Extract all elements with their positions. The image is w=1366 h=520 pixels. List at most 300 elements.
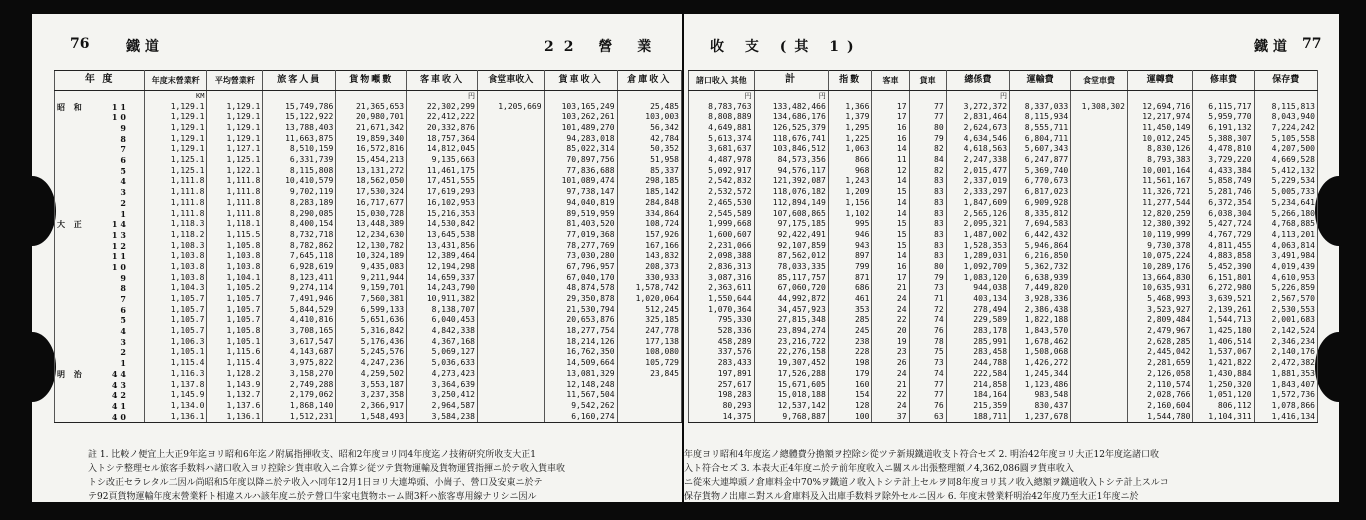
year-label: 43	[111, 379, 129, 390]
cell-warehouse-rev: 247,778	[617, 326, 681, 337]
cell-gen: 278,494	[946, 305, 1009, 316]
cell-r-pass: 37	[872, 412, 909, 423]
cell-operation: 10,635,931	[1127, 283, 1193, 294]
table-row	[689, 102, 1318, 113]
cell-warehouse-rev: 167,166	[617, 241, 681, 252]
cell-end-km: 1,118.2	[145, 230, 207, 241]
expense-table-right	[688, 70, 1318, 423]
cell-freight-rev: 48,874,578	[544, 283, 617, 294]
table-row	[689, 123, 1318, 134]
cell-misc: 8,808,889	[689, 112, 755, 123]
cell-r-freight: 74	[909, 369, 946, 380]
cell-index: 946	[828, 230, 872, 241]
cell-index: 897	[828, 251, 872, 262]
cell-freight-tons: 20,980,701	[336, 112, 407, 123]
cell-dining-rev	[477, 251, 544, 262]
cell-dining	[1071, 347, 1128, 358]
table-row	[55, 273, 682, 284]
cell-maint: 1,843,407	[1254, 379, 1317, 390]
table-row	[689, 262, 1318, 273]
cell-r-pass: 26	[872, 358, 909, 369]
cell-dining	[1071, 208, 1128, 219]
cell-passengers: 8,400,154	[263, 219, 336, 230]
cell-transport: 8,337,033	[1010, 102, 1071, 113]
cell-r-freight: 63	[909, 412, 946, 423]
year-label: 5	[120, 315, 129, 326]
year-cell	[55, 187, 145, 198]
cell-freight-rev: 16,762,350	[544, 347, 617, 358]
cell-transport: 1,508,068	[1010, 347, 1071, 358]
unit-cell	[1010, 91, 1071, 102]
cell-end-km: 1,103.8	[145, 273, 207, 284]
cell-avg-km: 1,104.1	[207, 273, 263, 284]
cell-freight-tons: 5,651,636	[336, 315, 407, 326]
table-row	[689, 198, 1318, 209]
cell-maint: 8,043,940	[1254, 112, 1317, 123]
cell-total: 92,107,859	[754, 241, 828, 252]
cell-freight-tons: 17,530,324	[336, 187, 407, 198]
cell-freight-rev: 21,530,794	[544, 305, 617, 316]
cell-index: 100	[828, 412, 872, 423]
col-index: 指數	[828, 71, 872, 91]
cell-freight-tons: 10,324,189	[336, 251, 407, 262]
cell-freight-rev: 97,738,147	[544, 187, 617, 198]
cell-passengers: 6,928,619	[263, 262, 336, 273]
cell-freight-tons: 3,553,187	[336, 379, 407, 390]
cell-dining	[1071, 315, 1128, 326]
cell-transport: 1,123,486	[1010, 379, 1071, 390]
cell-repair: 4,811,455	[1193, 241, 1254, 252]
col-misc-income: 諸口收入 其他	[689, 71, 755, 91]
left-page	[32, 14, 682, 502]
cell-r-freight: 83	[909, 208, 946, 219]
cell-avg-km: 1,111.8	[207, 198, 263, 209]
cell-r-freight: 79	[909, 273, 946, 284]
cell-passengers: 6,331,739	[263, 155, 336, 166]
cell-r-pass: 20	[872, 326, 909, 337]
year-cell	[55, 315, 145, 326]
cell-freight-rev: 13,081,329	[544, 369, 617, 380]
cell-misc: 1,600,607	[689, 230, 755, 241]
cell-r-pass: 14	[872, 144, 909, 155]
cell-index: 1,225	[828, 134, 872, 145]
cell-index: 285	[828, 315, 872, 326]
cell-gen: 2,247,338	[946, 155, 1009, 166]
cell-avg-km: 1,129.1	[207, 123, 263, 134]
cell-operation: 3,523,927	[1127, 305, 1193, 316]
cell-dining-rev	[477, 176, 544, 187]
cell-maint: 2,346,234	[1254, 337, 1317, 348]
unit-cell	[263, 91, 336, 102]
cell-dining-rev	[477, 230, 544, 241]
cell-r-freight: 83	[909, 219, 946, 230]
cell-index: 1,295	[828, 123, 872, 134]
table-header-row	[689, 71, 1318, 91]
cell-total: 15,671,605	[754, 379, 828, 390]
cell-repair: 5,858,749	[1193, 176, 1254, 187]
cell-total: 17,526,288	[754, 369, 828, 380]
cell-warehouse-rev: 1,020,064	[617, 294, 681, 305]
cell-passengers: 13,788,403	[263, 123, 336, 134]
footnote-line: ニ從來大連埠頭ノ倉庫料金中70%ヲ鐵道ノ收入トシテ計上セルヲ同8年度ヨリ其ノ收入總額ヲ鐵道收入トシテ計上スルコ	[684, 478, 1169, 488]
footnote-line: 年度ヨリ昭和4年度迄ノ總體費分擔額ヲ控除シ從ツテ新規鐵道收支ト符合セズ 2. 明治42年度ヨリ大正12年度迄諸口收	[684, 450, 1159, 460]
cell-dining	[1071, 369, 1128, 380]
cell-total: 78,033,335	[754, 262, 828, 273]
cell-passengers: 8,283,189	[263, 198, 336, 209]
cell-avg-km: 1,132.7	[207, 390, 263, 401]
cell-gen: 2,333,297	[946, 187, 1009, 198]
year-cell	[55, 326, 145, 337]
cell-maint: 4,669,528	[1254, 155, 1317, 166]
cell-r-pass: 24	[872, 369, 909, 380]
cell-gen: 2,015,477	[946, 166, 1009, 177]
cell-end-km: 1,137.8	[145, 379, 207, 390]
cell-repair: 3,639,521	[1193, 294, 1254, 305]
cell-index: 245	[828, 326, 872, 337]
cell-transport: 3,928,336	[1010, 294, 1071, 305]
unit-cell: 円	[407, 91, 478, 102]
cell-passenger-rev: 22,412,222	[407, 112, 478, 123]
cell-gen: 244,788	[946, 358, 1009, 369]
year-label: 41	[111, 400, 129, 411]
cell-misc: 2,363,611	[689, 283, 755, 294]
cell-misc: 2,542,832	[689, 176, 755, 187]
era-label: 昭 和	[57, 101, 85, 112]
cell-r-freight: 77	[909, 379, 946, 390]
cell-repair: 1,250,320	[1193, 379, 1254, 390]
cell-transport: 1,678,462	[1010, 337, 1071, 348]
cell-maint: 2,530,553	[1254, 305, 1317, 316]
cell-passenger-rev: 12,389,464	[407, 251, 478, 262]
cell-passengers: 11,663,875	[263, 134, 336, 145]
cell-r-pass: 22	[872, 315, 909, 326]
cell-dining-rev	[477, 283, 544, 294]
year-cell	[55, 102, 145, 113]
table-row	[689, 379, 1318, 390]
col-passengers: 旅客人員	[263, 71, 336, 91]
cell-transport: 6,817,023	[1010, 187, 1071, 198]
footnote-line: 入トシテ整理セル旅客手数料ハ諸口收入ヨリ控除シ貨車收入ニ合算シ従ツテ貨物運輸及貨物運賃指揮ニ於テ收入貨車收	[88, 464, 566, 474]
cell-avg-km: 1,143.9	[207, 379, 263, 390]
cell-end-km: 1,103.8	[145, 262, 207, 273]
year-cell	[55, 112, 145, 123]
cell-passenger-rev: 4,842,338	[407, 326, 478, 337]
cell-passengers: 7,645,118	[263, 251, 336, 262]
cell-freight-rev: 70,897,756	[544, 155, 617, 166]
page-number: 77	[1302, 36, 1322, 52]
cell-repair: 5,388,307	[1193, 134, 1254, 145]
table-row	[55, 102, 682, 113]
table-row	[689, 347, 1318, 358]
cell-index: 198	[828, 358, 872, 369]
cell-passenger-rev: 22,302,299	[407, 102, 478, 113]
cell-r-pass: 21	[872, 283, 909, 294]
cell-maint: 8,115,813	[1254, 102, 1317, 113]
cell-r-freight: 72	[909, 305, 946, 316]
cell-end-km: 1,111.8	[145, 187, 207, 198]
cell-r-pass: 14	[872, 198, 909, 209]
cell-misc: 458,289	[689, 337, 755, 348]
cell-passengers: 3,708,165	[263, 326, 336, 337]
year-cell	[55, 144, 145, 155]
year-cell	[55, 412, 145, 423]
cell-total: 133,482,466	[754, 102, 828, 113]
cell-transport: 1,426,272	[1010, 358, 1071, 369]
table-row	[689, 315, 1318, 326]
cell-passengers: 15,122,922	[263, 112, 336, 123]
cell-r-pass: 15	[872, 219, 909, 230]
cell-freight-tons: 21,671,342	[336, 123, 407, 134]
cell-operation: 10,075,224	[1127, 251, 1193, 262]
cell-passengers: 4,410,816	[263, 315, 336, 326]
cell-operation: 2,110,574	[1127, 379, 1193, 390]
cell-dining-rev	[477, 134, 544, 145]
table-row	[55, 347, 682, 358]
cell-dining	[1071, 155, 1128, 166]
cell-freight-tons: 4,259,502	[336, 369, 407, 380]
cell-freight-rev: 89,519,959	[544, 208, 617, 219]
cell-dining	[1071, 390, 1128, 401]
table-row	[689, 283, 1318, 294]
cell-avg-km: 1,115.4	[207, 358, 263, 369]
cell-transport: 5,362,732	[1010, 262, 1071, 273]
cell-index: 871	[828, 273, 872, 284]
cell-transport: 6,804,711	[1010, 134, 1071, 145]
cell-operation: 2,028,766	[1127, 390, 1193, 401]
cell-passenger-rev: 3,250,412	[407, 390, 478, 401]
cell-r-pass: 14	[872, 208, 909, 219]
cell-total: 34,457,923	[754, 305, 828, 316]
cell-end-km: 1,105.7	[145, 305, 207, 316]
cell-end-km: 1,134.0	[145, 401, 207, 412]
year-label: 10	[111, 112, 129, 123]
year-label: 1	[120, 208, 129, 219]
cell-passenger-rev: 17,619,293	[407, 187, 478, 198]
cell-total: 112,894,149	[754, 198, 828, 209]
table-row	[689, 187, 1318, 198]
cell-r-pass: 17	[872, 112, 909, 123]
cell-avg-km: 1,105.1	[207, 337, 263, 348]
cell-repair: 5,427,724	[1193, 219, 1254, 230]
cell-avg-km: 1,129.1	[207, 112, 263, 123]
cell-maint: 5,412,132	[1254, 166, 1317, 177]
cell-r-pass: 24	[872, 294, 909, 305]
cell-freight-rev: 77,836,688	[544, 166, 617, 177]
cell-maint: 1,572,736	[1254, 390, 1317, 401]
cell-transport: 7,694,583	[1010, 219, 1071, 230]
cell-passenger-rev: 11,461,175	[407, 166, 478, 177]
cell-dining	[1071, 219, 1128, 230]
cell-maint: 2,140,176	[1254, 347, 1317, 358]
unit-cell	[544, 91, 617, 102]
cell-passengers: 9,702,119	[263, 187, 336, 198]
footnote-line: トシ改正セラレタル二因ル尚昭和5年度以降ニ於テ收入ハ同年12月1日ヨリ大連埠頭、小崗子、營口及安東ニ於テ	[88, 478, 543, 488]
cell-freight-rev: 101,489,270	[544, 123, 617, 134]
cell-freight-rev: 73,030,280	[544, 251, 617, 262]
unit-cell: 円	[689, 91, 755, 102]
cell-maint: 4,063,814	[1254, 241, 1317, 252]
cell-index: 238	[828, 337, 872, 348]
cell-freight-tons: 7,560,381	[336, 294, 407, 305]
year-label: 1	[120, 358, 129, 369]
table-row	[55, 390, 682, 401]
year-label: 14	[111, 219, 129, 230]
cell-passenger-rev: 14,530,842	[407, 219, 478, 230]
cell-passenger-rev: 4,367,168	[407, 337, 478, 348]
cell-dining	[1071, 198, 1128, 209]
cell-operation: 10,012,245	[1127, 134, 1193, 145]
cell-index: 154	[828, 390, 872, 401]
cell-dining-rev	[477, 166, 544, 177]
cell-end-km: 1,129.1	[145, 134, 207, 145]
col-transport-expense: 運輸費	[1010, 71, 1071, 91]
table-row	[689, 294, 1318, 305]
cell-passengers: 1,512,231	[263, 412, 336, 423]
cell-avg-km: 1,105.7	[207, 305, 263, 316]
cell-dining-rev	[477, 155, 544, 166]
cell-gen: 2,565,126	[946, 208, 1009, 219]
cell-avg-km: 1,103.8	[207, 251, 263, 262]
cell-passengers: 8,782,862	[263, 241, 336, 252]
cell-repair: 6,038,304	[1193, 208, 1254, 219]
cell-dining-rev	[477, 326, 544, 337]
cell-maint: 4,019,439	[1254, 262, 1317, 273]
cell-r-pass: 16	[872, 134, 909, 145]
cell-passenger-rev: 17,451,555	[407, 176, 478, 187]
cell-total: 15,018,188	[754, 390, 828, 401]
cell-operation: 12,380,392	[1127, 219, 1193, 230]
table-row	[55, 198, 682, 209]
cell-maint: 5,229,534	[1254, 176, 1317, 187]
cell-operation: 2,628,285	[1127, 337, 1193, 348]
cell-maint: 2,001,683	[1254, 315, 1317, 326]
table-row	[55, 412, 682, 423]
cell-warehouse-rev	[617, 401, 681, 412]
cell-passengers: 2,749,288	[263, 379, 336, 390]
year-label: 7	[120, 144, 129, 155]
cell-gen: 215,359	[946, 401, 1009, 412]
cell-index: 1,379	[828, 112, 872, 123]
cell-total: 121,392,087	[754, 176, 828, 187]
col-general-expense: 總係費	[946, 71, 1009, 91]
cell-r-pass: 23	[872, 347, 909, 358]
running-header: 鐵 道	[1254, 39, 1287, 55]
cell-freight-tons: 12,234,630	[336, 230, 407, 241]
cell-total: 126,525,379	[754, 123, 828, 134]
table-row	[689, 273, 1318, 284]
cell-maint: 1,881,353	[1254, 369, 1317, 380]
cell-avg-km: 1,128.2	[207, 369, 263, 380]
cell-dining	[1071, 262, 1128, 273]
cell-warehouse-rev: 85,337	[617, 166, 681, 177]
cell-r-pass: 11	[872, 155, 909, 166]
cell-r-freight: 82	[909, 144, 946, 155]
cell-misc: 2,465,530	[689, 198, 755, 209]
year-label: 8	[120, 133, 129, 144]
table-row	[55, 358, 682, 369]
cell-dining-rev	[477, 123, 544, 134]
cell-maint: 4,610,953	[1254, 273, 1317, 284]
year-cell	[55, 134, 145, 145]
unit-cell	[828, 91, 872, 102]
year-label: 3	[120, 187, 129, 198]
cell-passenger-rev: 2,964,587	[407, 401, 478, 412]
year-label: 40	[111, 411, 129, 422]
cell-gen: 1,847,609	[946, 198, 1009, 209]
cell-total: 94,576,117	[754, 166, 828, 177]
cell-dining	[1071, 337, 1128, 348]
footnote-line: テ92頁貨物運輸年度末營業粁ト相違スルハ該年度ニ於テ營口牛家屯貨物ホーム間3粁ハ旅客専用線ナリシニ因ル	[88, 492, 537, 502]
cell-freight-rev: 18,214,126	[544, 337, 617, 348]
unit-cell	[207, 91, 263, 102]
year-cell	[55, 347, 145, 358]
cell-end-km: 1,129.1	[145, 144, 207, 155]
cell-dining-rev	[477, 347, 544, 358]
cell-maint: 2,567,570	[1254, 294, 1317, 305]
cell-warehouse-rev: 284,848	[617, 198, 681, 209]
page-number: 76	[70, 36, 90, 52]
col-freight-rev: 貨車收入	[544, 71, 617, 91]
cell-freight-tons: 3,237,358	[336, 390, 407, 401]
cell-misc: 80,293	[689, 401, 755, 412]
cell-warehouse-rev: 25,485	[617, 102, 681, 113]
cell-r-freight: 74	[909, 315, 946, 326]
table-row	[55, 262, 682, 273]
cell-end-km: 1,106.3	[145, 337, 207, 348]
cell-r-freight: 84	[909, 155, 946, 166]
cell-warehouse-rev: 1,578,742	[617, 283, 681, 294]
year-label: 7	[120, 294, 129, 305]
cell-total: 103,846,512	[754, 144, 828, 155]
cell-operation: 10,119,999	[1127, 230, 1193, 241]
cell-repair: 6,115,717	[1193, 102, 1254, 113]
year-cell	[55, 305, 145, 316]
cell-gen: 2,624,673	[946, 123, 1009, 134]
cell-passenger-rev: 14,812,045	[407, 144, 478, 155]
unit-cell	[617, 91, 681, 102]
cell-index: 943	[828, 241, 872, 252]
footnote-line: 註 1. 比較ノ便宜上大正9年迄ヨリ昭和6年迄ノ附属指揮收支、昭和2年度ヨリ同4年度迄ノ技術研究所收支大正1	[88, 450, 536, 460]
cell-dining-rev	[477, 358, 544, 369]
cell-end-km: 1,125.1	[145, 155, 207, 166]
cell-passenger-rev: 3,364,639	[407, 379, 478, 390]
cell-avg-km: 1,127.1	[207, 144, 263, 155]
unit-cell	[477, 91, 544, 102]
cell-index: 1,243	[828, 176, 872, 187]
cell-misc: 198,283	[689, 390, 755, 401]
cell-transport: 983,548	[1010, 390, 1071, 401]
table-row	[689, 134, 1318, 145]
cell-dining-rev: 1,205,669	[477, 102, 544, 113]
binding-hole	[1315, 176, 1339, 246]
cell-index: 160	[828, 379, 872, 390]
table-row	[55, 294, 682, 305]
cell-passenger-rev: 10,911,382	[407, 294, 478, 305]
unit-row	[689, 91, 1318, 102]
cell-gen: 188,711	[946, 412, 1009, 423]
year-label: 9	[120, 123, 129, 134]
table-row	[689, 305, 1318, 316]
table-row	[55, 144, 682, 155]
cell-transport: 830,437	[1010, 401, 1071, 412]
table-row	[689, 219, 1318, 230]
cell-misc: 4,649,881	[689, 123, 755, 134]
cell-passengers: 1,868,140	[263, 401, 336, 412]
cell-dining-rev	[477, 219, 544, 230]
cell-end-km: 1,105.7	[145, 294, 207, 305]
cell-r-freight: 73	[909, 283, 946, 294]
col-dining-rev: 食堂車收入	[477, 71, 544, 91]
